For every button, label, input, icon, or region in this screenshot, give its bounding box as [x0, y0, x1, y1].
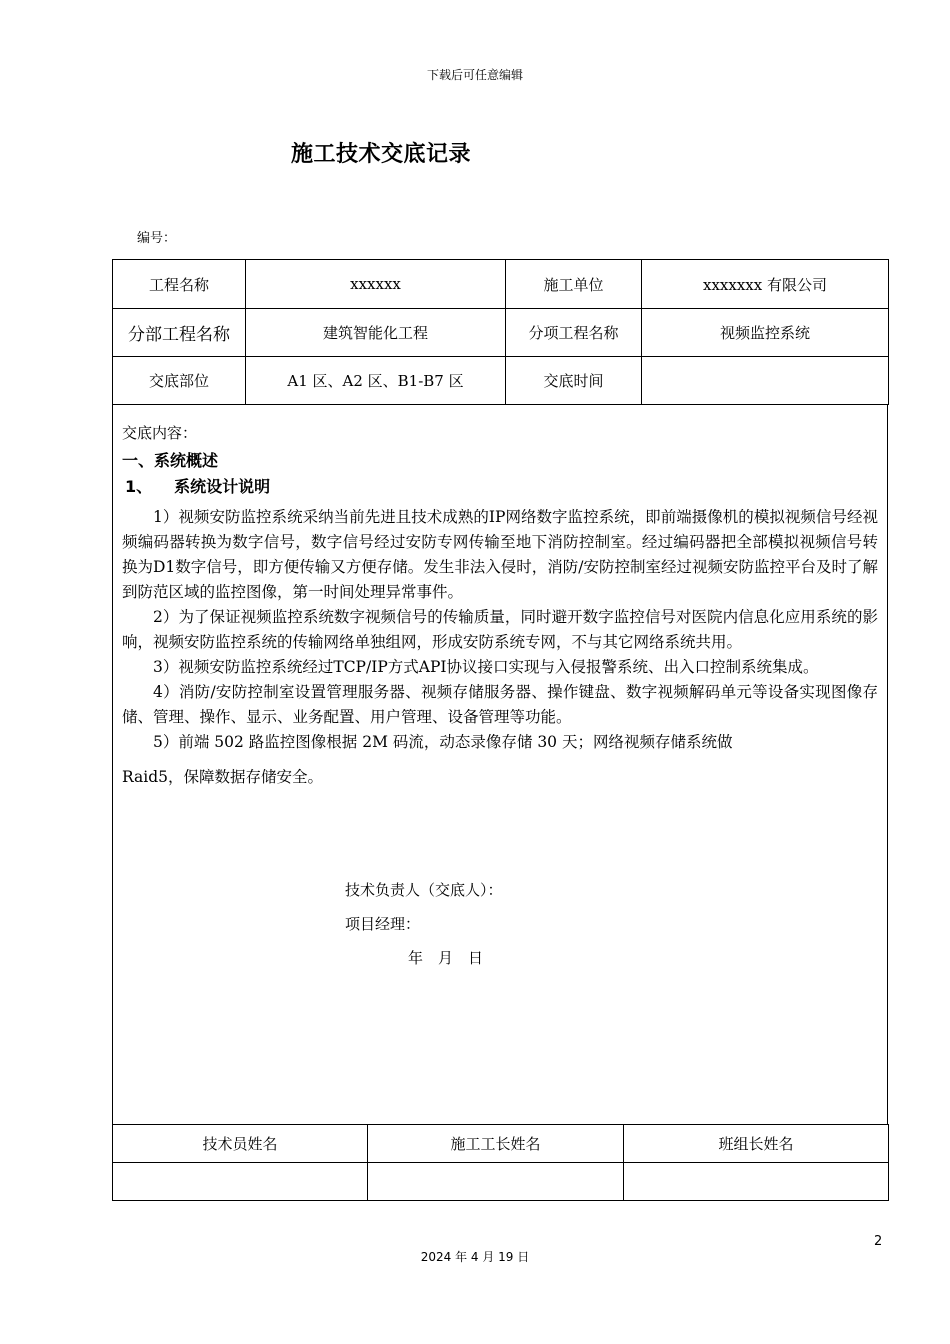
project-name-label: 工程名称: [113, 260, 246, 309]
footer-date: 2024 年 4 月 19 日: [420, 1250, 530, 1264]
division-value: 建筑智能化工程: [246, 309, 506, 357]
subsection-title: 系统设计说明: [174, 477, 271, 496]
tech-lead-signature-label: 技术负责人（交底人）：: [345, 881, 503, 899]
team-leader-value: [624, 1163, 889, 1201]
content-label: 交底内容：: [122, 424, 198, 442]
content-paragraphs: [122, 505, 878, 790]
location-value: A1 区、A2 区、B1-B7 区: [246, 357, 506, 405]
subsection-heading: [125, 474, 270, 497]
document-title: 施工技术交底记录: [291, 142, 472, 167]
tech-staff-label: 技术员姓名: [113, 1125, 368, 1163]
page-number: 2: [874, 1234, 883, 1249]
tech-staff-value: [113, 1163, 368, 1201]
project-name-value: xxxxxx: [246, 260, 506, 309]
paragraph: 1）视频安防监控系统采纳当前先进且技术成熟的IP网络数字监控系统，即前端摄像机的模拟视频信号经视频编码器转换为数字信号，数字信号经过安防专网传输至地下消防控制室。经过编码器把全部模拟视频信号转换为D1数字信号，即方便传输又方便存储。发生非法入侵时，消防/安防控制室经过视频安防监控平台及时了解到防范区域的监控图像，第一时间处理异常事件。: [122, 508, 879, 601]
paragraph: 3）视频安防监控系统经过TCP/IP方式API协议接口实现与入侵报警系统、出入口控制系统集成。: [153, 658, 819, 676]
time-value: [642, 357, 889, 405]
location-label: 交底部位: [113, 357, 246, 405]
team-leader-label: 班组长姓名: [624, 1125, 889, 1163]
date-placeholder: 年 月 日: [408, 949, 484, 967]
paragraph: 5）前端 502 路监控图像根据 2M 码流，动态录像存储 30 天；网络视频存储系统做: [153, 733, 733, 751]
section-heading: 一、系统概述: [122, 451, 219, 470]
subdivision-label: 分项工程名称: [506, 309, 642, 357]
paragraph: 4）消防/安防控制室设置管理服务器、视频存储服务器、操作键盘、数字视频解码单元等设备实现图像存储、管理、操作、显示、业务配置、用户管理、设备管理等功能。: [122, 683, 878, 726]
paragraph: 2）为了保证视频监控系统数字视频信号的传输质量，同时避开数字监控信号对医院内信息化应用系统的影响，视频安防监控系统的传输网络单独组网，形成安防系统专网，不与其它网络系统共用。: [122, 608, 878, 651]
subdivision-value: 视频监控系统: [642, 309, 889, 357]
foreman-value: [368, 1163, 624, 1201]
foreman-label: 施工工长姓名: [368, 1125, 624, 1163]
division-label: 分部工程名称: [113, 309, 246, 357]
document-number-label: 编号：: [137, 231, 177, 246]
paragraph-continuation: Raid5，保障数据存储安全。: [122, 768, 324, 786]
subsection-number: 1、: [125, 477, 153, 496]
briefing-content-box: [112, 404, 888, 1124]
time-label: 交底时间: [506, 357, 642, 405]
signature-table: [112, 1124, 889, 1201]
contractor-label: 施工单位: [506, 260, 642, 309]
project-manager-signature-label: 项目经理：: [345, 915, 421, 933]
contractor-value: xxxxxxx 有限公司: [642, 260, 889, 309]
header-note: 下载后可任意编辑: [426, 68, 523, 82]
project-info-table: [112, 259, 889, 405]
